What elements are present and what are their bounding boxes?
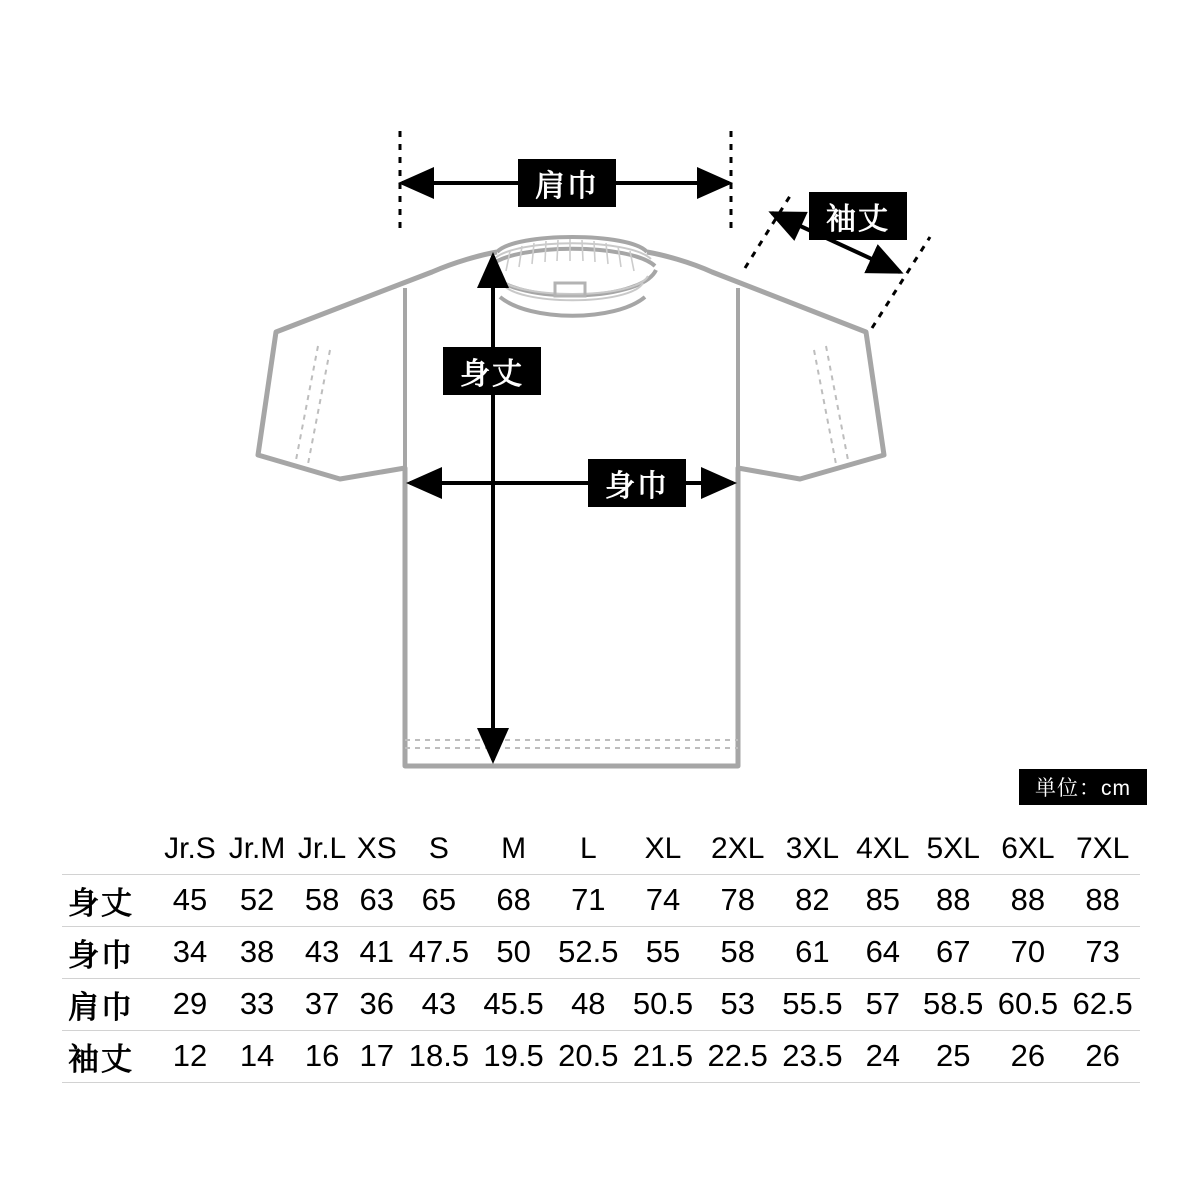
table-cell: 82 (795, 882, 830, 917)
column-header: 6XL (1001, 831, 1055, 865)
table-cell: 43 (304, 934, 340, 969)
table-cell: 58 (720, 934, 755, 969)
row-label: 肩巾 (68, 989, 134, 1025)
table-cell: 19.5 (483, 1038, 544, 1073)
table-cell: 23.5 (782, 1038, 843, 1073)
table-cell: 41 (359, 934, 395, 969)
table-cell: 85 (865, 882, 901, 917)
column-header: 4XL (856, 831, 910, 865)
table-header-row (62, 828, 1140, 874)
table-cell: 57 (865, 986, 901, 1021)
table-cell: 52.5 (558, 934, 619, 969)
table-cell: 21.5 (632, 1038, 694, 1073)
table-cell: 48 (571, 986, 606, 1021)
table-cell: 68 (496, 882, 531, 917)
row-label: 袖丈 (68, 1041, 134, 1077)
table-cell: 50 (496, 934, 531, 969)
table-cell: 58 (304, 882, 340, 917)
label-body-width: 身巾 (588, 459, 686, 507)
table-cell: 64 (865, 934, 901, 969)
column-header: 3XL (785, 831, 840, 865)
table-cell: 63 (359, 882, 395, 917)
table-cell: 78 (720, 882, 755, 917)
table-cell: 62.5 (1072, 986, 1133, 1021)
table-cell: 55.5 (782, 986, 843, 1021)
table-cell: 71 (571, 882, 606, 917)
table-cell: 88 (1010, 882, 1046, 917)
table-cell: 88 (935, 882, 971, 917)
table-cell: 17 (359, 1038, 395, 1073)
table-cell: 73 (1085, 934, 1120, 969)
row-label: 身丈 (68, 885, 134, 921)
table-cell: 43 (421, 986, 457, 1021)
table-cell: 22.5 (707, 1038, 768, 1073)
table-cell: 61 (795, 934, 830, 969)
table-cell: 58.5 (923, 986, 984, 1021)
table-cell: 52 (239, 882, 275, 917)
table-cell: 12 (172, 1038, 208, 1073)
column-header: S (428, 831, 449, 865)
table-cell: 14 (239, 1038, 275, 1073)
table-row (62, 874, 1140, 926)
table-cell: 29 (172, 986, 208, 1021)
table-cell: 45 (172, 882, 208, 917)
table-cell: 18.5 (408, 1038, 470, 1073)
column-header: L (579, 831, 597, 865)
table-cell: 16 (304, 1038, 340, 1073)
table-row (62, 926, 1140, 978)
column-header: M (501, 831, 527, 865)
table-cell: 60.5 (997, 986, 1059, 1021)
table-cell: 26 (1085, 1038, 1120, 1073)
column-header: Jr.L (297, 831, 347, 865)
table-cell: 47.5 (408, 934, 470, 969)
table-cell: 65 (421, 882, 457, 917)
column-header: XS (356, 831, 397, 865)
table-cell: 74 (645, 882, 681, 917)
column-header: 5XL (926, 831, 980, 865)
table-cell: 70 (1010, 934, 1046, 969)
label-shoulder-width: 肩巾 (518, 159, 616, 207)
table-cell: 53 (720, 986, 755, 1021)
unit-badge: 単位：cm (1019, 769, 1147, 805)
size-table (62, 828, 1140, 1083)
table-cell: 26 (1010, 1038, 1046, 1073)
table-row (62, 1030, 1140, 1082)
column-header: 2XL (711, 831, 765, 865)
table-cell: 36 (359, 986, 395, 1021)
table-cell: 67 (935, 934, 971, 969)
column-header: Jr.S (164, 831, 216, 865)
label-sleeve-length: 袖丈 (809, 192, 907, 240)
row-label: 身巾 (68, 937, 134, 973)
column-header: XL (644, 831, 682, 865)
column-header: Jr.M (228, 831, 286, 865)
table-row (62, 978, 1140, 1030)
table-cell: 55 (645, 934, 681, 969)
table-cell: 45.5 (483, 986, 544, 1021)
table-cell: 38 (239, 934, 275, 969)
table-cell: 34 (172, 934, 208, 969)
label-body-length: 身丈 (443, 347, 541, 395)
table-corner-cell (62, 828, 158, 874)
column-header: 7XL (1075, 831, 1130, 865)
table-cell: 37 (304, 986, 340, 1021)
table-cell: 50.5 (632, 986, 694, 1021)
table-cell: 24 (865, 1038, 901, 1073)
table-cell: 33 (239, 986, 275, 1021)
table-cell: 25 (935, 1038, 971, 1073)
table-cell: 88 (1085, 882, 1120, 917)
table-cell: 20.5 (558, 1038, 619, 1073)
